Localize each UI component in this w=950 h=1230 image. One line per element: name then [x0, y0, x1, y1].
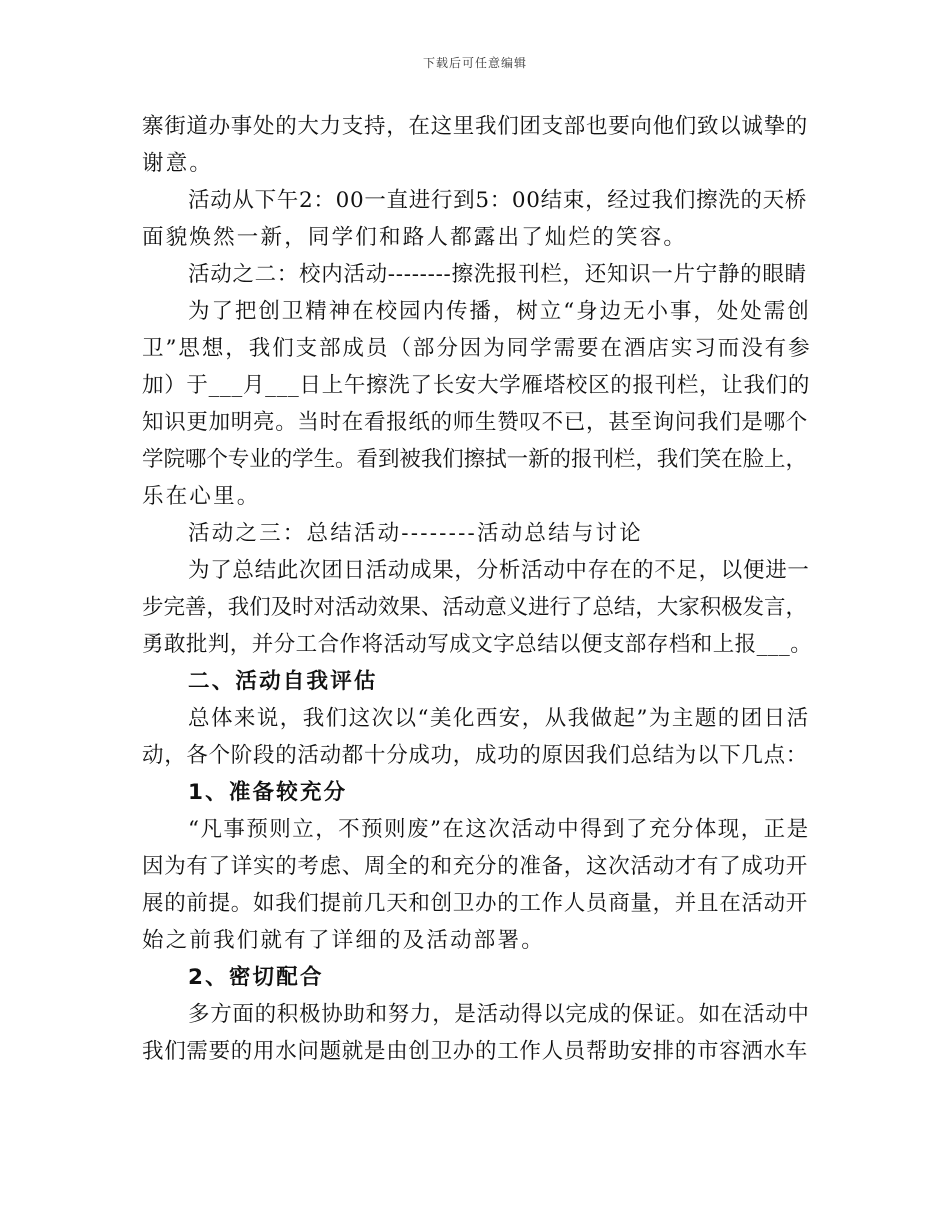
text-line: 加）于___月___日上午擦洗了长安大学雁塔校区的报刊栏，让我们的 [142, 373, 811, 398]
text-line: 为了把创卫精神在校园内传播，树立“身边无小事，处处需创 [188, 299, 811, 324]
heading-self-evaluation: 二、活动自我评估 [188, 669, 378, 694]
text-line: 谢意。 [142, 151, 214, 176]
text-line: 因为有了详实的考虑、周全的和充分的准备，这次活动才有了成功开 [142, 854, 809, 879]
document-body [142, 108, 814, 1070]
text-line: 乐在心里。 [142, 484, 261, 509]
text-line: 学院哪个专业的学生。看到被我们擦拭一新的报刊栏，我们笑在脸上， [142, 447, 807, 472]
text-line: 面貌焕然一新，同学们和路人都露出了灿烂的笑容。 [142, 225, 688, 250]
text-line: 我们需要的用水问题就是由创卫办的工作人员帮助安排的市容洒水车 [142, 1039, 809, 1064]
text-line: 多方面的积极协助和努力，是活动得以完成的保证。如在活动中 [188, 1002, 810, 1027]
text-line: 步完善，我们及时对活动效果、活动意义进行了总结，大家积极发言， [142, 595, 807, 620]
page-header: 下载后可任意编辑 [422, 56, 527, 70]
text-line: “凡事预则立，不预则废”在这次活动中得到了充分体现，正是 [188, 817, 810, 842]
text-line: 为了总结此次团日活动成果，分析活动中存在的不足，以便进一 [188, 558, 810, 583]
text-line: 知识更加明亮。当时在看报纸的师生赞叹不已，甚至询问我们是哪个 [142, 410, 809, 435]
text-line: 活动从下午2：00一直进行到5：00结束，经过我们擦洗的天桥 [188, 188, 808, 213]
text-line: 勇敢批判，并分工合作将活动写成文字总结以便支部存档和上报___。 [142, 632, 813, 657]
text-line: 总体来说，我们这次以“美化西安，从我做起”为主题的团日活 [188, 706, 810, 731]
heading-preparation: 1、准备较充分 [188, 780, 348, 805]
section-title-activity-three: 活动之三：总结活动--------活动总结与讨论 [188, 521, 643, 546]
text-line: 卫”思想，我们支部成员（部分因为同学需要在酒店实习而没有参 [142, 336, 812, 361]
section-title-activity-two: 活动之二：校内活动--------擦洗报刊栏，还知识一片宁静的眼睛 [188, 262, 807, 287]
heading-cooperation: 2、密切配合 [188, 965, 324, 990]
text-line: 展的前提。如我们提前几天和创卫办的工作人员商量，并且在活动开 [142, 891, 809, 916]
text-line: 始之前我们就有了详细的及活动部署。 [142, 928, 545, 953]
text-line: 动，各个阶段的活动都十分成功，成功的原因我们总结为以下几点： [142, 743, 809, 768]
text-line: 寨街道办事处的大力支持，在这里我们团支部也要向他们致以诚挚的 [142, 114, 809, 139]
